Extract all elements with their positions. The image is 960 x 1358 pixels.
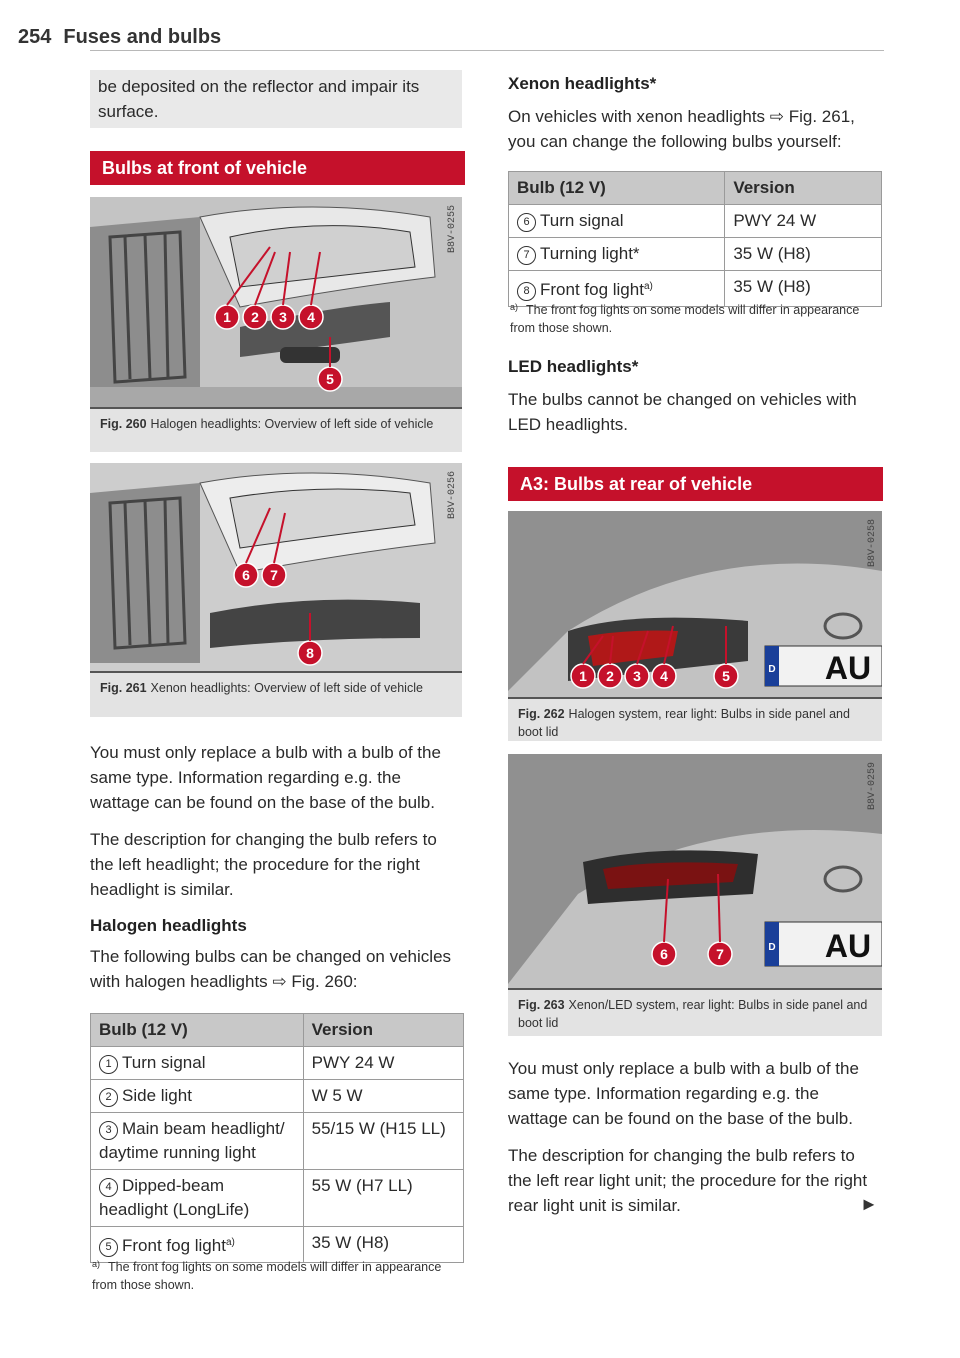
intro-text: be deposited on the reflector and impair its surface. <box>98 77 420 121</box>
figure-code: B8V-0258 <box>867 519 878 568</box>
figure-263 <box>508 754 882 1036</box>
description-paragraph <box>508 1143 883 1218</box>
bulb-version: 55/15 W (H15 LL) <box>303 1113 463 1170</box>
continue-arrow-icon: ► <box>860 1194 878 1214</box>
col-version: Version <box>725 172 882 205</box>
callout-2: 2 <box>251 309 259 325</box>
footnote-ref: a) <box>643 281 653 292</box>
left-body <box>90 740 465 994</box>
bulb-version: 35 W (H8) <box>725 238 882 271</box>
callout-4: 4 <box>307 309 315 325</box>
figure-263-image <box>508 754 882 990</box>
footnote-ref: a) <box>225 1237 235 1248</box>
figure-code: B8V-0255 <box>447 205 458 254</box>
led-section <box>508 357 883 437</box>
footnote-text: The front fog lights on some models will differ in appearance from those shown. <box>510 303 860 335</box>
figure-262-caption <box>508 699 882 741</box>
description-text: The description for changing the bulb refers to the left rear light unit; the procedure for the right rear light unit is similar. <box>508 1146 868 1215</box>
bulb-number: 3 <box>99 1121 118 1140</box>
figure-261-caption <box>90 673 462 703</box>
plate-country: D <box>768 942 776 953</box>
col-bulb: Bulb (12 V) <box>91 1014 304 1047</box>
plate-country: D <box>768 664 776 675</box>
callout-3: 3 <box>279 309 287 325</box>
bulb-number: 4 <box>99 1178 118 1197</box>
bulb-number: 6 <box>517 213 536 232</box>
right-body <box>508 1056 883 1218</box>
left-footnote <box>92 1255 464 1294</box>
table-row <box>91 1113 464 1170</box>
right-footnote <box>510 298 882 337</box>
callout-2: 2 <box>606 668 614 684</box>
page-number: 254 <box>18 26 52 48</box>
xenon-heading: Xenon headlights* <box>508 74 657 93</box>
fig-label: Fig. 263 <box>518 998 565 1012</box>
fig-caption-text: Halogen headlights: Overview of left side of vehicle <box>150 417 434 431</box>
fig-caption-text: Halogen system, rear light: Bulbs in side panel and boot lid <box>518 707 850 739</box>
halogen-text: The following bulbs can be changed on vehicles with halogen headlights ⇨ Fig. 260: <box>90 947 452 991</box>
bulb-version: 35 W (H8) <box>725 271 882 307</box>
led-text: The bulbs cannot be changed on vehicles with LED headlights. <box>508 390 857 434</box>
halogen-heading: Halogen headlights <box>90 916 247 935</box>
header-rule <box>90 50 884 51</box>
bulb-number: 1 <box>99 1055 118 1074</box>
xenon-text: On vehicles with xenon headlights ⇨ Fig. 261, you can change the following bulbs yourself: <box>508 107 855 151</box>
bulb-number: 2 <box>99 1088 118 1107</box>
footnote-text: The front fog lights on some models will differ in appearance from those shown. <box>92 1260 442 1292</box>
intro-box <box>90 70 462 128</box>
bulb-version: 55 W (H7 LL) <box>303 1170 463 1227</box>
plate-text: AU <box>824 928 872 964</box>
replace-bulb-paragraph: You must only replace a bulb with a bulb of the same type. Information regarding e.g. the wattage can be found on the base of the bulb. <box>90 743 441 812</box>
callout-7: 7 <box>270 567 278 583</box>
led-heading: LED headlights* <box>508 357 639 376</box>
section-banner-front: Bulbs at front of vehicle <box>90 151 465 185</box>
bulb-name: Dipped-beam headlight (LongLife) <box>99 1176 250 1219</box>
figure-262-image <box>508 511 882 699</box>
section-banner-rear: A3: Bulbs at rear of vehicle <box>508 467 883 501</box>
bulb-version: 35 W (H8) <box>303 1227 463 1263</box>
rear-light-halogen-illustration <box>508 511 882 697</box>
bulb-version: PWY 24 W <box>303 1047 463 1080</box>
figure-262 <box>508 511 882 741</box>
bulb-name: Front fog light <box>122 1236 226 1255</box>
footnote-mark: a) <box>510 302 519 312</box>
table-row <box>91 1047 464 1080</box>
callout-8: 8 <box>306 645 314 661</box>
callout-7: 7 <box>716 946 724 962</box>
bulb-number: 8 <box>517 282 536 301</box>
xenon-headlight-illustration <box>90 463 462 671</box>
callout-3: 3 <box>633 668 641 684</box>
figure-260 <box>90 197 462 452</box>
figure-263-caption <box>508 990 882 1036</box>
table-row <box>509 238 882 271</box>
xenon-bulb-table <box>508 171 882 307</box>
plate-text: AU <box>824 650 872 686</box>
right-top <box>508 74 883 154</box>
bulb-number: 7 <box>517 246 536 265</box>
figure-code: B8V-0256 <box>447 471 458 520</box>
callout-6: 6 <box>660 946 668 962</box>
table-row <box>509 205 882 238</box>
figure-260-caption <box>90 409 462 439</box>
fig-caption-text: Xenon headlights: Overview of left side of vehicle <box>150 681 423 695</box>
section-title: Fuses and bulbs <box>63 26 222 48</box>
halogen-headlight-illustration <box>90 197 462 407</box>
halogen-bulb-table <box>90 1013 464 1263</box>
bulb-name: Turning light* <box>540 244 640 263</box>
figure-261 <box>90 463 462 717</box>
callout-5: 5 <box>722 668 730 684</box>
fig-label: Fig. 262 <box>518 707 565 721</box>
callout-6: 6 <box>242 567 250 583</box>
page-header <box>18 26 221 49</box>
description-paragraph: The description for changing the bulb refers to the left headlight; the procedure for the right headlight is similar. <box>90 830 437 899</box>
bulb-number: 5 <box>99 1238 118 1257</box>
callout-4: 4 <box>660 668 668 684</box>
bulb-version: PWY 24 W <box>725 205 882 238</box>
table-row <box>91 1080 464 1113</box>
figure-260-image <box>90 197 462 409</box>
footnote-mark: a) <box>92 1259 101 1269</box>
bulb-name: Turn signal <box>122 1053 206 1072</box>
fig-label: Fig. 261 <box>100 681 147 695</box>
bulb-name: Side light <box>122 1086 192 1105</box>
bulb-name: Front fog light <box>540 280 644 299</box>
fig-label: Fig. 260 <box>100 417 147 431</box>
col-version: Version <box>303 1014 463 1047</box>
callout-1: 1 <box>579 668 587 684</box>
figure-261-image <box>90 463 462 673</box>
replace-bulb-paragraph: You must only replace a bulb with a bulb of the same type. Information regarding e.g. the wattage can be found on the base of the bulb. <box>508 1059 859 1128</box>
rear-light-led-illustration <box>508 754 882 988</box>
table-row <box>91 1170 464 1227</box>
bulb-name: Main beam headlight/ daytime running light <box>99 1119 285 1162</box>
figure-code: B8V-0259 <box>867 762 878 811</box>
callout-1: 1 <box>223 309 231 325</box>
col-bulb: Bulb (12 V) <box>509 172 725 205</box>
bulb-version: W 5 W <box>303 1080 463 1113</box>
fig-caption-text: Xenon/LED system, rear light: Bulbs in side panel and boot lid <box>518 998 868 1030</box>
bulb-name: Turn signal <box>540 211 624 230</box>
callout-5: 5 <box>326 371 334 387</box>
